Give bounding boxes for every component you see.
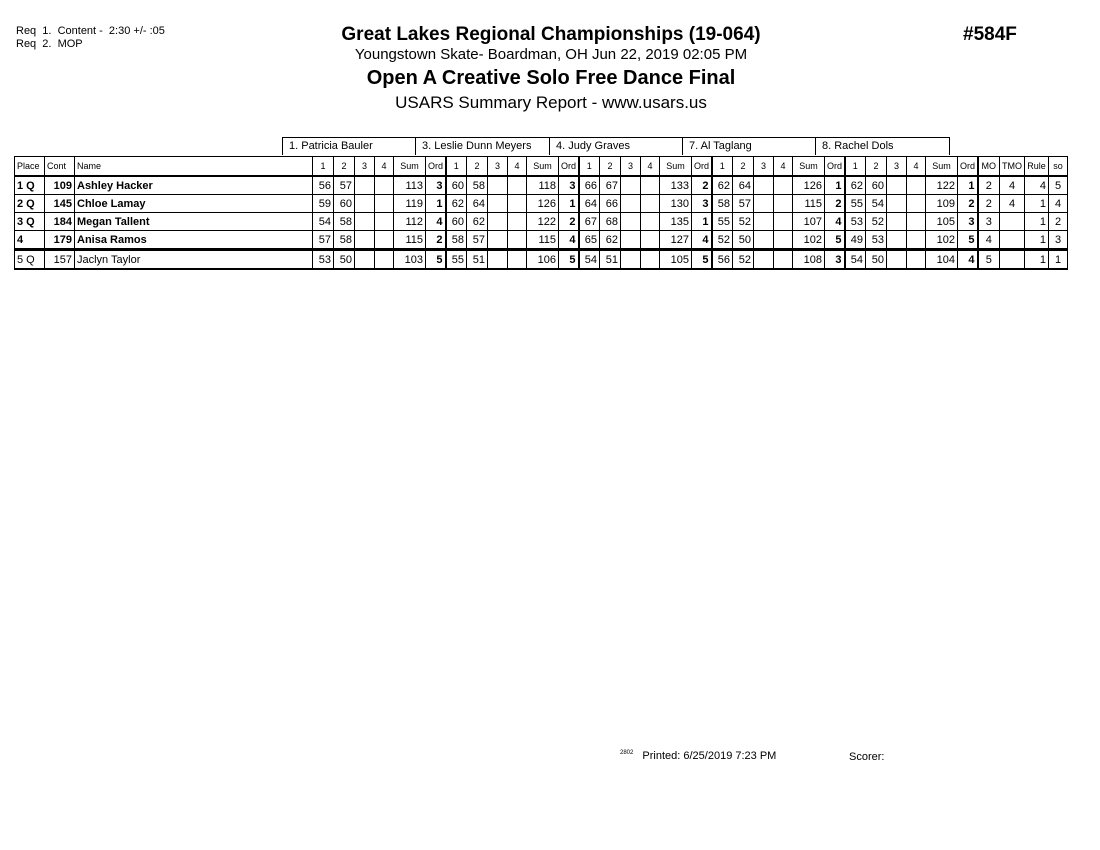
- judge-2-col-2-header: 2: [467, 157, 488, 177]
- judge-1-col-sum-header: Sum: [394, 157, 426, 177]
- judge-4-score-cell: [774, 231, 793, 250]
- mo-cell: 4: [978, 231, 1000, 250]
- judge-5-score-cell: [887, 176, 907, 195]
- event-number: #584F: [963, 24, 1017, 45]
- judge-3-col-sum-header: Sum: [660, 157, 692, 177]
- judge-4-col-sum-header: Sum: [793, 157, 825, 177]
- judge-2-score-cell: [488, 213, 508, 231]
- judge-name: 8. Rachel Dols: [815, 137, 950, 155]
- judge-1-score-cell: [375, 213, 394, 231]
- judge-5-score-cell: 54: [845, 250, 866, 270]
- contestant-number-cell: 179: [45, 231, 75, 250]
- judge-2-score-cell: [488, 176, 508, 195]
- judge-5-score-cell: 1: [958, 176, 978, 195]
- judge-3-score-cell: 5: [692, 250, 712, 270]
- mo-cell: 3: [978, 213, 1000, 231]
- judge-3-score-cell: 2: [692, 176, 712, 195]
- contestant-number-header: Cont: [45, 157, 75, 177]
- contestant-name-cell: Megan Tallent: [75, 213, 313, 231]
- table-row: [15, 231, 1068, 250]
- judge-2-score-cell: 55: [446, 250, 467, 270]
- judge-1-score-cell: 112: [394, 213, 426, 231]
- judge-3-score-cell: [621, 176, 641, 195]
- judge-2-score-cell: [488, 195, 508, 213]
- judge-4-score-cell: [754, 195, 774, 213]
- judge-5-score-cell: [887, 231, 907, 250]
- judge-3-score-cell: [621, 195, 641, 213]
- judge-4-score-cell: [774, 213, 793, 231]
- judge-3-score-cell: 68: [600, 213, 621, 231]
- judge-1-score-cell: [355, 213, 375, 231]
- name-header: Name: [75, 157, 313, 177]
- judge-1-score-cell: 113: [394, 176, 426, 195]
- mo-cell: 5: [978, 250, 1000, 270]
- judge-2-score-cell: 64: [467, 195, 488, 213]
- contestant-name-cell: Chloe Lamay: [75, 195, 313, 213]
- judge-1-col-3-header: 3: [355, 157, 375, 177]
- judge-5-score-cell: 104: [926, 250, 958, 270]
- judge-3-score-cell: 67: [600, 176, 621, 195]
- place-cell: 3 Q: [15, 213, 45, 231]
- judge-4-score-cell: 58: [712, 195, 733, 213]
- judge-4-col-3-header: 3: [754, 157, 774, 177]
- tmo-cell: [1000, 250, 1025, 270]
- judge-5-score-cell: 55: [845, 195, 866, 213]
- judge-3-score-cell: [621, 213, 641, 231]
- judge-3-score-cell: [641, 195, 660, 213]
- judge-5-score-cell: 2: [958, 195, 978, 213]
- contestant-number-cell: 145: [45, 195, 75, 213]
- tmo-cell: 4: [1000, 195, 1025, 213]
- judge-1-score-cell: [355, 176, 375, 195]
- judge-2-score-cell: 62: [467, 213, 488, 231]
- judge-3-score-cell: 1: [692, 213, 712, 231]
- judge-2-score-cell: [488, 231, 508, 250]
- judge-1-score-cell: [355, 231, 375, 250]
- competition-title: Great Lakes Regional Championships (19-064): [341, 24, 761, 45]
- judge-1-col-4-header: 4: [375, 157, 394, 177]
- judge-4-score-cell: 1: [825, 176, 845, 195]
- report-header: [300, 24, 802, 114]
- judge-5-col-4-header: 4: [907, 157, 926, 177]
- rule-cell: 1: [1025, 195, 1049, 213]
- judge-4-score-cell: 55: [712, 213, 733, 231]
- judge-1-score-cell: 3: [426, 176, 446, 195]
- judge-5-score-cell: 54: [866, 195, 887, 213]
- judge-1-score-cell: 5: [426, 250, 446, 270]
- requirements: [16, 25, 165, 51]
- report-code: 2802: [620, 750, 634, 756]
- judge-3-score-cell: 66: [600, 195, 621, 213]
- judge-2-score-cell: 62: [446, 195, 467, 213]
- judge-2-score-cell: 126: [527, 195, 559, 213]
- judge-4-score-cell: 64: [733, 176, 754, 195]
- judge-4-score-cell: 107: [793, 213, 825, 231]
- judge-2-col-sum-header: Sum: [527, 157, 559, 177]
- contestant-number-cell: 157: [45, 250, 75, 270]
- judge-1-col-1-header: 1: [313, 157, 334, 177]
- judge-1-score-cell: [375, 250, 394, 270]
- judge-3-score-cell: [641, 176, 660, 195]
- judge-2-score-cell: 106: [527, 250, 559, 270]
- judge-2-score-cell: 115: [527, 231, 559, 250]
- judge-4-col-1-header: 1: [712, 157, 733, 177]
- judge-1-score-cell: 1: [426, 195, 446, 213]
- table-row: [15, 213, 1068, 231]
- judge-5-score-cell: 50: [866, 250, 887, 270]
- judge-2-score-cell: 58: [467, 176, 488, 195]
- printed-date: Printed: 6/25/2019 7:23 PM: [642, 750, 777, 762]
- judge-1-score-cell: [375, 176, 394, 195]
- judge-5-score-cell: 102: [926, 231, 958, 250]
- judge-1-col-2-header: 2: [334, 157, 355, 177]
- judge-2-score-cell: 58: [446, 231, 467, 250]
- column-header-row: [15, 157, 1068, 177]
- rule-cell: 1: [1025, 250, 1049, 270]
- judge-1-score-cell: 59: [313, 195, 334, 213]
- judge-5-score-cell: 62: [845, 176, 866, 195]
- judge-3-col-ord-header: Ord: [692, 157, 712, 177]
- judge-4-score-cell: 56: [712, 250, 733, 270]
- judge-1-score-cell: 56: [313, 176, 334, 195]
- judge-5-score-cell: 53: [866, 231, 887, 250]
- judge-3-score-cell: 133: [660, 176, 692, 195]
- judge-3-score-cell: 3: [692, 195, 712, 213]
- table-row: [15, 176, 1068, 195]
- judge-2-score-cell: [508, 213, 527, 231]
- judge-name: 3. Leslie Dunn Meyers: [415, 137, 550, 155]
- judge-5-score-cell: [887, 213, 907, 231]
- mo-header: MO: [978, 157, 1000, 177]
- results-table: [14, 156, 1068, 270]
- judge-2-score-cell: [508, 231, 527, 250]
- judge-2-score-cell: [508, 176, 527, 195]
- judge-4-score-cell: 52: [733, 213, 754, 231]
- judge-3-score-cell: 67: [579, 213, 600, 231]
- report-title: USARS Summary Report - www.usars.us: [395, 93, 707, 112]
- judge-3-score-cell: 54: [579, 250, 600, 270]
- place-cell: 2 Q: [15, 195, 45, 213]
- judge-2-col-3-header: 3: [488, 157, 508, 177]
- so-cell: 2: [1049, 213, 1068, 231]
- judge-5-score-cell: 3: [958, 213, 978, 231]
- judge-3-score-cell: [621, 250, 641, 270]
- judge-2-col-1-header: 1: [446, 157, 467, 177]
- judge-3-score-cell: 130: [660, 195, 692, 213]
- judge-5-col-sum-header: Sum: [926, 157, 958, 177]
- judge-1-score-cell: 103: [394, 250, 426, 270]
- judge-2-col-4-header: 4: [508, 157, 527, 177]
- so-cell: 4: [1049, 195, 1068, 213]
- judge-name: 7. Al Taglang: [682, 137, 816, 155]
- so-cell: 1: [1049, 250, 1068, 270]
- judge-1-score-cell: 119: [394, 195, 426, 213]
- scorer-label: Scorer:: [849, 751, 885, 763]
- judge-5-score-cell: 53: [845, 213, 866, 231]
- judge-5-col-2-header: 2: [866, 157, 887, 177]
- judge-4-score-cell: 115: [793, 195, 825, 213]
- judge-4-score-cell: 3: [825, 250, 845, 270]
- judge-3-score-cell: [621, 231, 641, 250]
- judge-4-score-cell: 62: [712, 176, 733, 195]
- judge-4-score-cell: 4: [825, 213, 845, 231]
- judge-name: 4. Judy Graves: [549, 137, 683, 155]
- judge-3-score-cell: 135: [660, 213, 692, 231]
- judge-2-score-cell: 51: [467, 250, 488, 270]
- table-row: [15, 250, 1068, 270]
- place-cell: 5 Q: [15, 250, 45, 270]
- judge-1-score-cell: 54: [313, 213, 334, 231]
- judge-2-score-cell: 3: [559, 176, 579, 195]
- judge-3-score-cell: 105: [660, 250, 692, 270]
- judge-3-score-cell: 62: [600, 231, 621, 250]
- rule-header: Rule: [1025, 157, 1049, 177]
- judge-2-score-cell: 60: [446, 213, 467, 231]
- judge-4-col-2-header: 2: [733, 157, 754, 177]
- judge-1-score-cell: [375, 231, 394, 250]
- judge-3-score-cell: 51: [600, 250, 621, 270]
- contestant-number-cell: 184: [45, 213, 75, 231]
- judge-2-score-cell: 2: [559, 213, 579, 231]
- place-header: Place: [15, 157, 45, 177]
- judge-4-score-cell: [754, 213, 774, 231]
- judge-2-score-cell: [508, 250, 527, 270]
- judge-1-score-cell: 58: [334, 231, 355, 250]
- judge-3-score-cell: [641, 213, 660, 231]
- judge-5-score-cell: 109: [926, 195, 958, 213]
- judge-2-score-cell: 1: [559, 195, 579, 213]
- tmo-header: TMO: [1000, 157, 1025, 177]
- judge-5-col-ord-header: Ord: [958, 157, 978, 177]
- judge-2-score-cell: [488, 250, 508, 270]
- judge-4-score-cell: 50: [733, 231, 754, 250]
- judge-2-score-cell: [508, 195, 527, 213]
- judge-2-score-cell: 4: [559, 231, 579, 250]
- judge-4-score-cell: 2: [825, 195, 845, 213]
- so-cell: 3: [1049, 231, 1068, 250]
- judge-5-score-cell: [907, 231, 926, 250]
- tmo-cell: 4: [1000, 176, 1025, 195]
- judge-1-score-cell: 57: [313, 231, 334, 250]
- contestant-name-cell: Jaclyn Taylor: [75, 250, 313, 270]
- judge-5-score-cell: 49: [845, 231, 866, 250]
- judge-3-score-cell: 65: [579, 231, 600, 250]
- judge-1-score-cell: 50: [334, 250, 355, 270]
- contestant-name-cell: Ashley Hacker: [75, 176, 313, 195]
- mo-cell: 2: [978, 176, 1000, 195]
- judge-1-score-cell: [355, 195, 375, 213]
- judge-1-score-cell: [375, 195, 394, 213]
- judge-5-col-3-header: 3: [887, 157, 907, 177]
- contestant-number-cell: 109: [45, 176, 75, 195]
- judge-5-score-cell: [907, 250, 926, 270]
- judge-5-score-cell: [907, 213, 926, 231]
- tmo-cell: [1000, 213, 1025, 231]
- judge-3-score-cell: 4: [692, 231, 712, 250]
- judge-1-score-cell: 60: [334, 195, 355, 213]
- judge-3-col-1-header: 1: [579, 157, 600, 177]
- judge-name: 1. Patricia Bauler: [282, 137, 416, 155]
- judge-1-score-cell: [355, 250, 375, 270]
- judge-3-col-4-header: 4: [641, 157, 660, 177]
- judge-5-col-1-header: 1: [845, 157, 866, 177]
- judge-4-score-cell: [754, 176, 774, 195]
- judge-5-score-cell: [907, 195, 926, 213]
- judge-5-score-cell: 60: [866, 176, 887, 195]
- judge-3-score-cell: [641, 231, 660, 250]
- so-header: so: [1049, 157, 1068, 177]
- judge-1-col-ord-header: Ord: [426, 157, 446, 177]
- judge-4-score-cell: [754, 231, 774, 250]
- judge-4-col-ord-header: Ord: [825, 157, 845, 177]
- judge-2-score-cell: 60: [446, 176, 467, 195]
- print-info: [620, 750, 776, 762]
- table-row: [15, 195, 1068, 213]
- judge-3-score-cell: [641, 250, 660, 270]
- judge-5-score-cell: 52: [866, 213, 887, 231]
- judge-1-score-cell: 57: [334, 176, 355, 195]
- contestant-name-cell: Anisa Ramos: [75, 231, 313, 250]
- judge-4-score-cell: [774, 250, 793, 270]
- requirement-1: Req 1. Content - 2:30 +/- :05: [16, 25, 165, 37]
- judge-5-score-cell: 5: [958, 231, 978, 250]
- event-title: Open A Creative Solo Free Dance Final: [366, 67, 736, 89]
- judge-4-score-cell: [754, 250, 774, 270]
- judge-2-score-cell: 5: [559, 250, 579, 270]
- judge-4-score-cell: 57: [733, 195, 754, 213]
- judge-4-col-4-header: 4: [774, 157, 793, 177]
- judge-4-score-cell: 126: [793, 176, 825, 195]
- tmo-cell: [1000, 231, 1025, 250]
- judge-4-score-cell: [774, 195, 793, 213]
- venue-date: Youngstown Skate- Boardman, OH Jun 22, 2019 02:05 PM: [354, 46, 748, 63]
- judge-1-score-cell: 2: [426, 231, 446, 250]
- judge-1-score-cell: 4: [426, 213, 446, 231]
- judge-4-score-cell: 5: [825, 231, 845, 250]
- judge-4-score-cell: 102: [793, 231, 825, 250]
- place-cell: 4: [15, 231, 45, 250]
- judge-4-score-cell: 52: [712, 231, 733, 250]
- place-cell: 1 Q: [15, 176, 45, 195]
- judge-5-score-cell: [887, 250, 907, 270]
- judge-4-score-cell: 108: [793, 250, 825, 270]
- judge-1-score-cell: 115: [394, 231, 426, 250]
- judge-3-score-cell: 127: [660, 231, 692, 250]
- judge-5-score-cell: 105: [926, 213, 958, 231]
- judge-4-score-cell: 52: [733, 250, 754, 270]
- judge-3-score-cell: 66: [579, 176, 600, 195]
- judge-5-score-cell: 122: [926, 176, 958, 195]
- judge-2-score-cell: 122: [527, 213, 559, 231]
- judge-3-score-cell: 64: [579, 195, 600, 213]
- mo-cell: 2: [978, 195, 1000, 213]
- judge-5-score-cell: 4: [958, 250, 978, 270]
- judge-3-col-3-header: 3: [621, 157, 641, 177]
- rule-cell: 1: [1025, 231, 1049, 250]
- judge-1-score-cell: 53: [313, 250, 334, 270]
- judge-5-score-cell: [887, 195, 907, 213]
- so-cell: 5: [1049, 176, 1068, 195]
- judge-2-score-cell: 118: [527, 176, 559, 195]
- judge-1-score-cell: 58: [334, 213, 355, 231]
- judge-3-col-2-header: 2: [600, 157, 621, 177]
- rule-cell: 1: [1025, 213, 1049, 231]
- judge-4-score-cell: [774, 176, 793, 195]
- judge-2-score-cell: 57: [467, 231, 488, 250]
- requirement-2: Req 2. MOP: [16, 38, 83, 50]
- rule-cell: 4: [1025, 176, 1049, 195]
- judge-5-score-cell: [907, 176, 926, 195]
- judge-2-col-ord-header: Ord: [559, 157, 579, 177]
